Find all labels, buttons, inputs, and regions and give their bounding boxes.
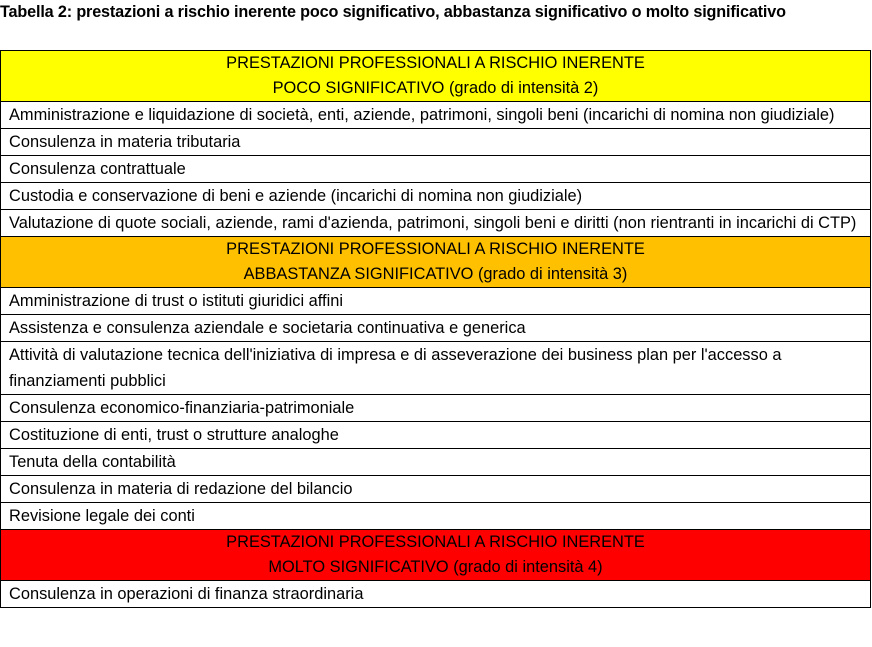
risk-table [0,50,871,608]
table-row: Costituzione di enti, trust o strutture analoghe [1,422,871,449]
section-header-line1: PRESTAZIONI PROFESSIONALI A RISCHIO INERENTE [226,240,645,258]
table-row: Consulenza in operazioni di finanza straordinaria [1,581,871,608]
section-header-line1: PRESTAZIONI PROFESSIONALI A RISCHIO INERENTE [226,54,645,72]
table-row: Consulenza contrattuale [1,156,871,183]
table-row: Valutazione di quote sociali, aziende, rami d'azienda, patrimoni, singoli beni e diritti (non rientranti in incarichi di CTP) [1,210,871,237]
section-header-molto [1,530,871,581]
section-header-line2: MOLTO SIGNIFICATIVO (grado di intensità 4) [268,558,603,576]
table-row: Attività di valutazione tecnica dell'iniziativa di impresa e di asseverazione dei business plan per l'accesso a finanziamenti pubblici [1,342,871,395]
table-row: Assistenza e consulenza aziendale e societaria continuativa e generica [1,315,871,342]
table-row: Consulenza economico-finanziaria-patrimoniale [1,395,871,422]
table-row: Consulenza in materia tributaria [1,129,871,156]
section-header-line2: POCO SIGNIFICATIVO (grado di intensità 2) [272,79,599,97]
section-header-line1: PRESTAZIONI PROFESSIONALI A RISCHIO INERENTE [226,533,645,551]
table-row: Custodia e conservazione di beni e aziende (incarichi di nomina non giudiziale) [1,183,871,210]
section-header-abbastanza [1,237,871,288]
table-row: Amministrazione e liquidazione di società, enti, aziende, patrimoni, singoli beni (incarichi di nomina non giudiziale) [1,102,871,129]
section-header-line2: ABBASTANZA SIGNIFICATIVO (grado di intensità 3) [243,265,628,283]
table-row: Revisione legale dei conti [1,503,871,530]
table-row: Consulenza in materia di redazione del bilancio [1,476,871,503]
table-caption: Tabella 2: prestazioni a rischio inerente poco significativo, abbastanza significativo o molto significativo [0,3,786,21]
table-row: Tenuta della contabilità [1,449,871,476]
section-header-poco [1,51,871,102]
table-row: Amministrazione di trust o istituti giuridici affini [1,288,871,315]
